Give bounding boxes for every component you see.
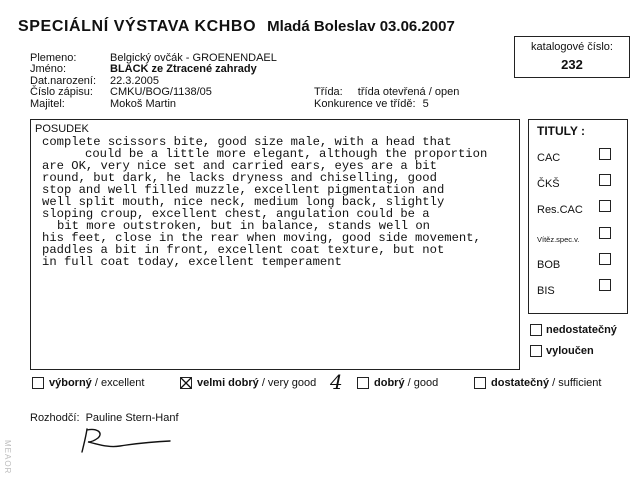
vyloucen-label: vyloučen (546, 345, 594, 357)
posudek-line: his feet, close in the rear when moving, good side movement, (42, 231, 481, 245)
konkurence-label: Konkurence ve třídě: (314, 98, 416, 110)
grade-sufficient-checkbox[interactable] (474, 377, 486, 389)
catalog-number: 232 (561, 57, 583, 72)
majitel-value: Mokoš Martin (110, 98, 177, 110)
title-vitez-checkbox[interactable] (599, 227, 611, 239)
handwritten-grade-mark: 4 (330, 370, 343, 394)
posudek-line: sloping croup, excellent chest, angulation could be a (42, 207, 430, 221)
trida-label: Třída: (314, 86, 343, 98)
konkurence-value: 5 (422, 98, 429, 110)
posudek-line: bit more outstroken, but in balance, stands well on (57, 219, 430, 233)
nedostatecny-checkbox[interactable] (530, 324, 542, 336)
place-date: Mladá Boleslav 03.06.2007 (267, 18, 455, 35)
jmeno-label: Jméno: (30, 63, 67, 75)
posudek-box (30, 119, 520, 370)
grade-verygood-checkbox[interactable] (180, 377, 192, 389)
grade-good-checkbox[interactable] (357, 377, 369, 389)
title-bis-label: BIS (537, 285, 555, 297)
title-cac-checkbox[interactable] (599, 148, 611, 160)
title-bob-label: BOB (537, 259, 561, 271)
judge-row (30, 412, 179, 424)
grade-excellent-label: výborný / excellent (49, 377, 145, 389)
zapis-value: CMKU/BOG/1138/05 (110, 86, 212, 98)
info-row-konkurence (314, 99, 429, 110)
majitel-label: Majitel: (30, 98, 65, 110)
grade-sufficient-label: dostatečný / sufficient (491, 377, 602, 389)
catalog-number-box (514, 36, 630, 78)
posudek-line: in full coat today, excellent temperament (42, 255, 342, 269)
jmeno-value: BLACK ze Ztracené zahrady (110, 63, 257, 75)
judge-name: Pauline Stern-Hanf (85, 412, 179, 424)
grade-good-label: dobrý / good (374, 377, 439, 389)
tituly-label: TITULY : (537, 124, 586, 138)
posudek-line: round, but dark, he lacks dryness and chiselling, good (42, 171, 437, 185)
plemeno-value: Belgický ovčák - GROENENDAEL (110, 52, 277, 64)
title-cks-label: ČKŠ (537, 178, 560, 190)
cross-mark-icon (180, 377, 192, 389)
narozeni-value: 22.3.2005 (110, 75, 159, 87)
title-text: SPECIÁLNÍ VÝSTAVA KCHBO (18, 18, 257, 35)
title-bob-checkbox[interactable] (599, 253, 611, 265)
posudek-line: well split mouth, nice neck, medium long back, slightly (42, 195, 445, 209)
title-cac-label: CAC (537, 152, 561, 164)
posudek-line: are OK, very nice set and carried ears, eyes are a bit (42, 159, 437, 173)
margin-note: MEAOR (3, 440, 12, 475)
posudek-line: paddles a bit in front, excellent coat texture, but not (42, 243, 445, 257)
page-title (18, 18, 455, 36)
zapis-label: Číslo zápisu: (30, 86, 93, 98)
posudek-line: complete scissors bite, good size male, with a head that (42, 135, 452, 149)
trida-value: třída otevřená / open (357, 86, 460, 98)
judge-label: Rozhodčí: (30, 412, 80, 424)
vyloucen-checkbox[interactable] (530, 345, 542, 357)
tituly-box (528, 119, 628, 314)
info-row-trida (314, 87, 459, 98)
title-rescac-checkbox[interactable] (599, 200, 611, 212)
posudek-label: POSUDEK (35, 123, 89, 135)
signature-icon (78, 426, 178, 456)
nedostatecny-label: nedostatečný (546, 324, 617, 336)
grade-verygood-label: velmi dobrý / very good (197, 377, 317, 389)
grade-excellent-checkbox[interactable] (32, 377, 44, 389)
posudek-line: stop and well filled muzzle, excellent pigmentation and (42, 183, 445, 197)
title-rescac-label: Res.CAC (537, 204, 583, 216)
catalog-label: katalogové číslo: (531, 41, 613, 53)
title-cks-checkbox[interactable] (599, 174, 611, 186)
title-bis-checkbox[interactable] (599, 279, 611, 291)
plemeno-label: Plemeno: (30, 52, 77, 64)
posudek-line: could be a little more elegant, although the proportion (85, 147, 488, 161)
narozeni-label: Dat.narození: (30, 75, 97, 87)
title-vitez-label: Vítěz.spec.v. (537, 235, 580, 244)
